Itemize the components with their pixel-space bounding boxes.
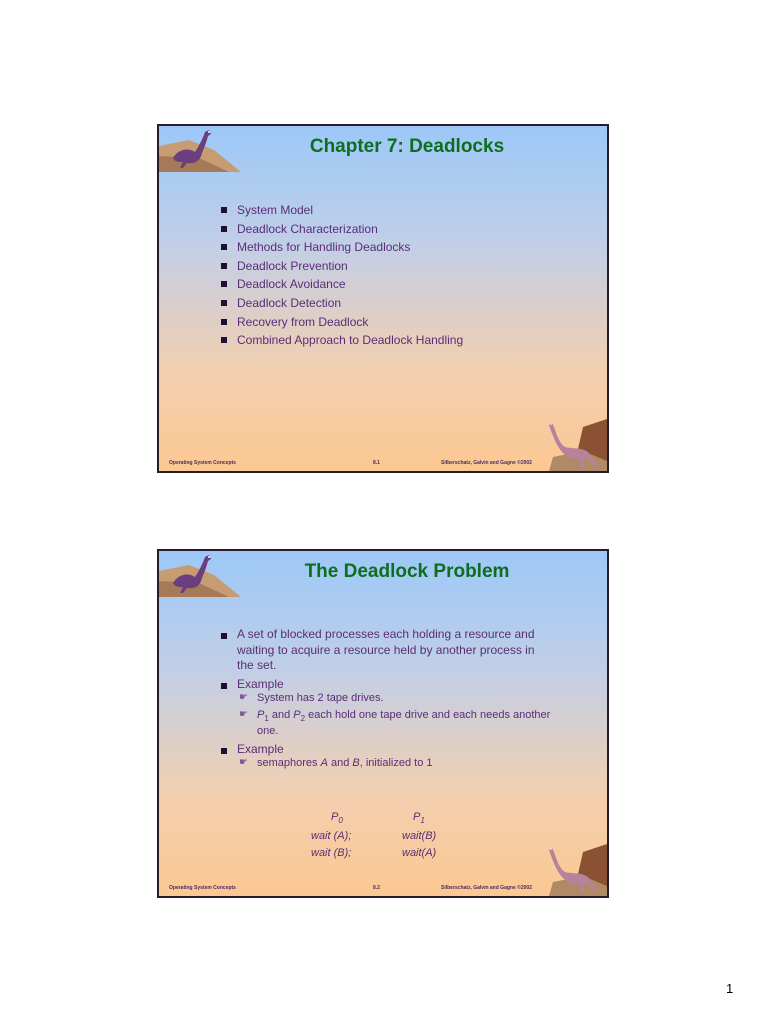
square-bullet-icon <box>221 683 227 689</box>
bullet-list <box>221 201 463 350</box>
p1-line-1: wait(B) <box>402 830 437 842</box>
footer-right: Silberschatz, Galvin and Gagne ©2002 <box>441 460 532 466</box>
list-item: Example ☛ System has 2 tape drives. ☛ $P_1$ and $P_2$ each hold one tape drive and each needs another one. <box>221 677 551 739</box>
bullet-list <box>221 627 551 774</box>
square-bullet-icon <box>221 281 227 287</box>
p0-line-1: wait (A); <box>311 830 352 842</box>
list-item: Deadlock Prevention <box>221 257 463 276</box>
dinosaur-logo-bottom-right <box>543 842 607 896</box>
process-p0-header: $P_0$ <box>331 811 343 826</box>
sub-list-item: ☛ System has 2 tape drives. <box>239 692 384 704</box>
pointing-hand-icon: ☛ <box>239 708 248 720</box>
slide-1 <box>157 124 609 473</box>
pointing-hand-icon: ☛ <box>239 692 248 703</box>
p1-line-2: wait(A) <box>402 847 437 859</box>
process-p1-header: $P_1$ <box>413 811 425 826</box>
list-item: Methods for Handling Deadlocks <box>221 238 463 257</box>
list-item: Deadlock Avoidance <box>221 275 463 294</box>
slide-2 <box>157 549 609 898</box>
footer-slide-number: 8.2 <box>373 885 380 891</box>
sub-list-item: ☛ $P_1$ and $P_2$ each hold one tape drive and each needs another one. <box>239 708 551 738</box>
sub-list <box>237 757 551 771</box>
square-bullet-icon <box>221 633 227 639</box>
square-bullet-icon <box>221 226 227 232</box>
square-bullet-icon <box>221 337 227 343</box>
list-item: Deadlock Detection <box>221 294 463 313</box>
footer-left: Operating System Concepts <box>169 885 236 891</box>
square-bullet-icon <box>221 263 227 269</box>
list-item: A set of blocked processes each holding a resource and waiting to acquire a resource held by another process in the set. <box>221 627 551 674</box>
slide-title: The Deadlock Problem <box>304 561 510 582</box>
square-bullet-icon <box>221 244 227 250</box>
sub-list-item: ☛ semaphores A and B, initialized to 1 <box>239 757 433 770</box>
footer-right: Silberschatz, Galvin and Gagne ©2002 <box>441 885 532 891</box>
list-item: System Model <box>221 201 463 220</box>
dinosaur-logo-bottom-right <box>543 417 607 471</box>
square-bullet-icon <box>221 300 227 306</box>
list-item: Deadlock Characterization <box>221 220 463 239</box>
sub-list <box>237 692 551 739</box>
pointing-hand-icon: ☛ <box>239 757 248 769</box>
p0-line-2: wait (B); <box>311 847 352 859</box>
list-item: Recovery from Deadlock <box>221 313 463 332</box>
footer-left: Operating System Concepts <box>169 460 236 466</box>
square-bullet-icon <box>221 748 227 754</box>
list-item: Combined Approach to Deadlock Handling <box>221 331 463 350</box>
page-number: 1 <box>726 981 734 996</box>
square-bullet-icon <box>221 319 227 325</box>
list-item: Example ☛ semaphores A and B, initialized to 1 <box>221 742 551 771</box>
footer-slide-number: 8.1 <box>373 460 380 466</box>
square-bullet-icon <box>221 207 227 213</box>
slide-title: Chapter 7: Deadlocks <box>309 136 505 157</box>
